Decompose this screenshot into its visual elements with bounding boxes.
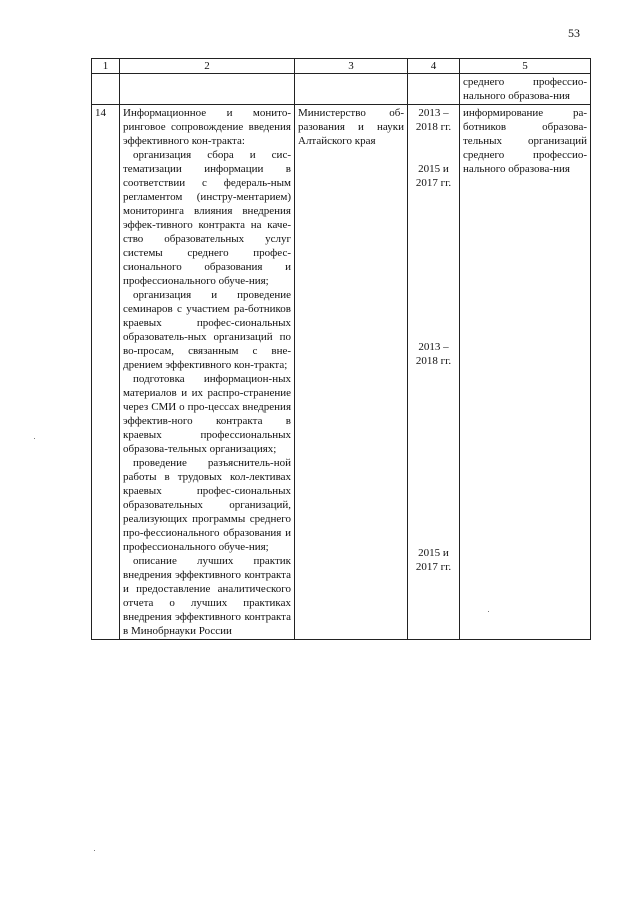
scan-speck-right [488,611,489,612]
row-number: 14 [92,105,120,640]
continuation-cell-1 [92,74,120,105]
page-number: 53 [568,26,580,40]
subitem-1: организация сбора и сис-тематизации информации в соответствии с федераль-ным регламентом (инстру-ментарием) мониторинга влияния внедрения эффек-тивного контракта на каче-ство образовательных услуг системы среднего профес-сионального образования и профессионального обуче-ния; [123,149,291,287]
table-row-14 [92,105,591,640]
subitem-5: описание лучших практик внедрения эффективного контракта и предоставление аналитического отчета о лучших практиках внедрения эффективного контракта в Минобрнауки России [123,555,291,637]
subitem-3: подготовка информацион-ных материалов и их распро-странение через СМИ о про-цессах внедрения эффектив-ного контракта в краевых профессиональных образова-тельных организациях; [123,373,291,455]
header-cell-4: 4 [408,59,460,74]
continuation-row [92,74,591,105]
header-cell-2: 2 [120,59,295,74]
continuation-cell-4 [408,74,460,105]
period-main: 2013 – 2018 гг. [415,107,452,133]
continuation-result: среднего профессио-нального образова-ния [460,74,591,105]
period-subitem-1: 2015 и 2017 гг. [415,163,452,189]
period-cell [408,105,460,640]
table-header-row [92,59,591,74]
header-cell-3: 3 [295,59,408,74]
scan-speck-left [34,438,35,439]
measure-title: Информационное и монито-ринговое сопровождение введения эффективного кон-тракта: [123,107,291,147]
subitem-4: проведение разъяснитель-ной работы в трудовых кол-лективах краевых профес-сиональных образовательных организаций, реализующих программы среднего про-фессионального образования и профессионального обуче-ния; [123,457,291,553]
responsible-cell: Министерство об-разования и науки Алтайского края [295,105,408,640]
period-subitem-4: 2015 и 2017 гг. [415,547,452,573]
header-cell-1: 1 [92,59,120,74]
measure-cell [120,105,295,640]
continuation-cell-2 [120,74,295,105]
period-subitem-2: 2013 – 2018 гг. [415,341,452,367]
subitem-2: организация и проведение семинаров с участием ра-ботников краевых профес-сиональных образователь-ных организаций по во-просам, связанным с вне-дрением эффективного кон-тракта; [123,289,291,371]
header-cell-5: 5 [460,59,591,74]
scan-speck-bottom [94,850,95,851]
result-cell: информирование ра-ботников образова-тельных организаций среднего профессио-нального образова-ния [460,105,591,640]
measures-table [91,58,591,640]
continuation-cell-3 [295,74,408,105]
